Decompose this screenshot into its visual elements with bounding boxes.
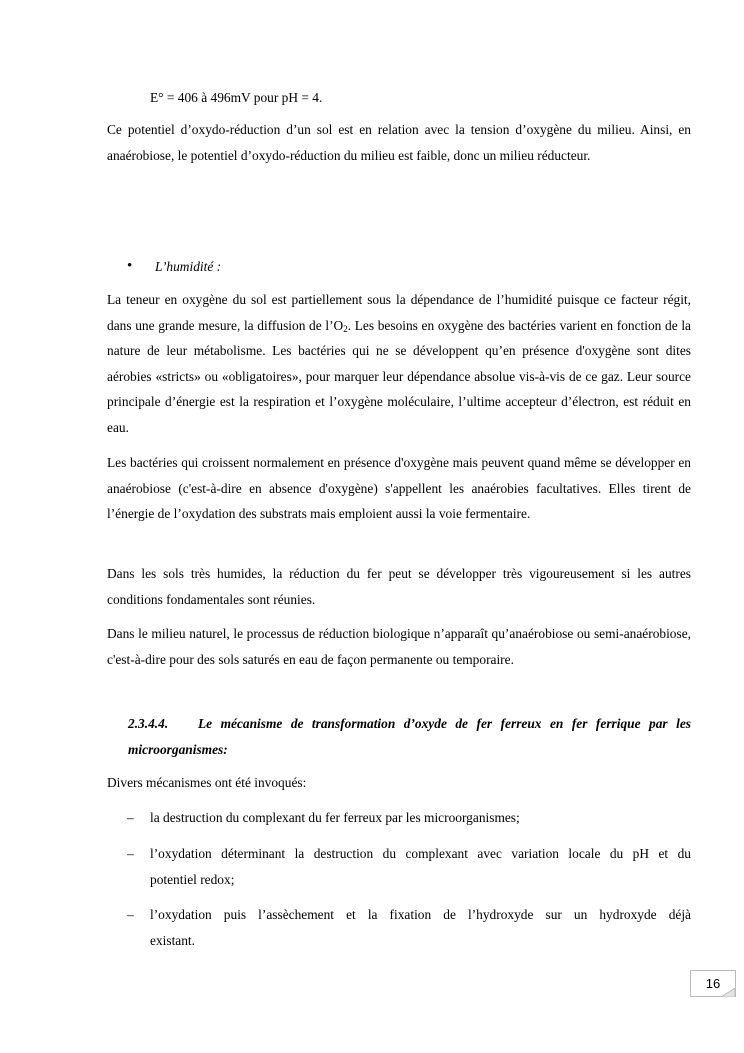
section-heading [128,711,691,762]
paragraph-humidity-4: Dans le milieu naturel, le processus de réduction biologique n’apparaît qu’anaérobiose ou semi-anaérobiose, c'est-à-dire pour des sols saturés en eau de façon permanente ou temporaire. [107,626,691,667]
list-item [150,805,691,831]
section-title-line1: Le mécanisme de transformation d’oxyde de fer ferreux en fer ferrique par les [198,716,691,731]
page-number: 16 [690,970,736,997]
paragraph-humidity-1: La teneur en oxygène du sol est partiellement sous la dépendance de l’humidité puisque ce facteur régit, dans une grande mesure, la diffusion de $l’O_2$. Les besoins en oxygène des bactéries varient en fonction de la nature de leur métabolisme. Les bactéries qui ne se développent qu’en présence d'oxygène sont dites aérobies «stricts» ou «obligatoires», pour marquer leur dépendance absolue vis-à-vis de ce gaz. Leur source principale d’énergie est la respiration et l’oxygène moléculaire, l’ultime accepteur d’électron, est réduit en eau. [107,292,691,435]
bullet-icon: • [127,258,133,274]
page-curl-icon [721,988,735,997]
list-item [150,902,691,953]
list-item-text-cont: existant. [150,932,195,948]
bullet-title-humidity: L’humidité : [155,259,222,274]
subscript-2: 2 [343,323,348,334]
dash-icon: – [127,846,134,861]
paragraph-redox: Ce potentiel d’oxydo-réduction d’un sol est en relation avec la tension d’oxygène du milieu. Ainsi, en anaérobiose, le potentiel d’oxydo-réduction du milieu est faible, donc un milieu réducteur. [107,122,691,163]
section-title-line2: microorganismes: [128,741,228,757]
list-item-text: l’oxydation déterminant la destruction du complexant avec variation locale du pH et du [150,846,691,861]
list-item-text: la destruction du complexant du fer ferreux par les microorganismes; [150,810,520,825]
dash-icon: – [127,907,134,922]
list-item-text-cont: potentiel redox; [150,871,235,887]
list-item [150,841,691,892]
dash-icon: – [127,810,134,825]
section-number: 2.3.4.4. [128,716,169,731]
list-item-text: l’oxydation puis l’assèchement et la fixation de l’hydroxyde sur un hydroxyde déjà [150,907,691,922]
intro-text: Divers mécanismes ont été invoqués: [107,775,307,790]
paragraph-humidity-3: Dans les sols très humides, la réduction du fer peut se développer très vigoureusement si les autres conditions fondamentales sont réunies. [107,566,691,607]
paragraph-humidity-2: Les bactéries qui croissent normalement en présence d'oxygène mais peuvent quand même se développer en anaérobiose (c'est-à-dire en absence d'oxygène) s'appellent les anaérobies facultatives. Elles tirent de l’énergie de l’oxydation des substrats mais emploient aussi la voie fermentaire. [107,455,691,522]
equation: E° = 406 à 496mV pour pH = 4. [150,90,323,105]
